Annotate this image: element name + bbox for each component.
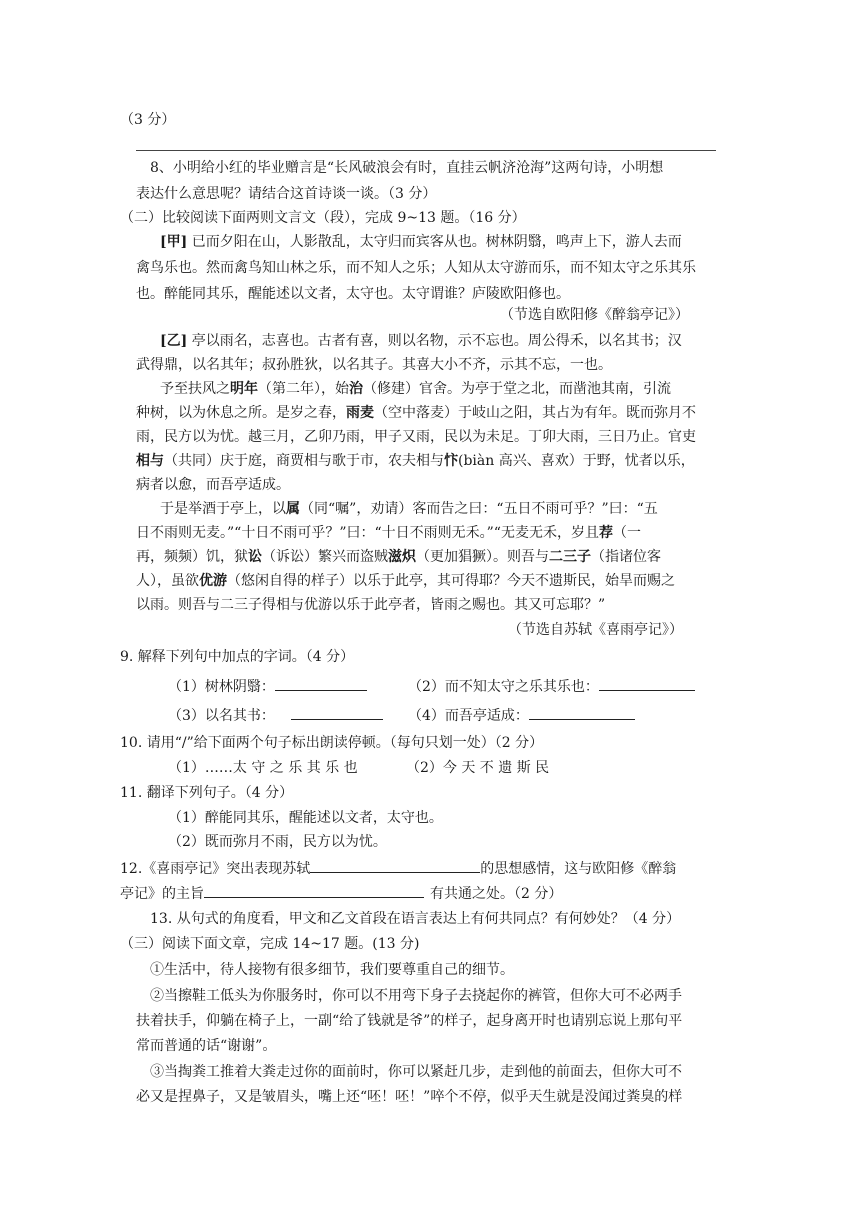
score-note: （3 分） — [120, 112, 176, 128]
paragraph-3-line-1: ③当掏粪工推着大粪走过你的面前时，你可以紧赶几步，走到他的前面去，但你大可不 — [150, 1064, 682, 1080]
question-9-item-2: （2）而不知太守之乐其乐也： — [408, 676, 695, 697]
passage-yi-line-2: 武得鼎，以名其年；叔孙胜狄，以名其子。其喜大小不齐，示其不忘，一也。 — [136, 357, 612, 373]
passage-yi-line-4: 种树，以为休息之所。是岁之春，雨麦（空中落麦）于岐山之阳，其占为有年。既而弥月不 — [136, 405, 696, 421]
paragraph-2-line-1: ②当擦鞋工低头为你服务时，你可以不用弯下身子去挠起你的裤管，但你大可不必两手 — [150, 988, 682, 1004]
passage-yi-line-8: 于是举酒于亭上，以属（同“嘱”，劝请）客而告之曰：“五日不雨可乎？”曰：“五 — [160, 501, 658, 517]
passage-jia-line-1: [甲] 已而夕阳在山，人影散乱，太守归而宾客从也。树林阴翳，鸣声上下，游人去而 — [160, 234, 682, 250]
question-9-item-4: （4）而吾亭适成： — [408, 705, 635, 726]
question-10-item-1: （1）……太 守 之 乐 其 乐 也 — [168, 760, 358, 776]
question-11-item-1: （1）醉能同其乐，醒能述以文者，太守也。 — [168, 810, 443, 826]
question-12-cont: 亭记》的主旨 有共通之处。（2 分） — [120, 883, 562, 904]
paragraph-2-line-2: 扶着扶手，仰躺在椅子上，一副“给了钱就是爷”的样子，起身离开时也请别忘说上那句平 — [136, 1013, 683, 1029]
answer-line — [136, 150, 716, 151]
passage-yi-line-6: 相与（共同）庆于庭，商贾相与歌于市，农夫相与忭(biàn 高兴、喜欢）于野，忧者以乐， — [136, 453, 695, 469]
paragraph-1: ①生活中，待人接物有很多细节，我们要尊重自己的细节。 — [150, 962, 514, 978]
passage-jia-source: （节选自欧阳修《醉翁亭记》） — [500, 307, 689, 323]
question-12: 12.《喜雨亭记》突出表现苏轼 的思想感情，这与欧阳修《醉翁 — [120, 858, 676, 879]
answer-blank[interactable] — [599, 676, 695, 691]
passage-yi-line-11: 人），虽欲优游（悠闲自得的样子）以乐于此亭，其可得耶？今天不遗斯民，始旱而赐之 — [136, 573, 675, 589]
question-11: 11. 翻译下列句子。（4 分） — [120, 785, 294, 801]
passage-yi-line-1: [乙] 亭以雨名，志喜也。古者有喜，则以名物，示不忘也。周公得禾，以名其书；汉 — [160, 333, 682, 349]
passage-yi-tag: [乙] — [160, 333, 188, 349]
answer-blank[interactable] — [291, 705, 383, 720]
question-11-item-2: （2）既而弥月不雨，民方以为忧。 — [168, 834, 387, 850]
paragraph-2-line-3: 常而普通的话“谢谢”。 — [136, 1038, 277, 1054]
answer-blank[interactable] — [310, 858, 480, 873]
passage-jia-line-2: 禽鸟乐也。然而禽鸟知山林之乐，而不知人之乐；人知从太守游而乐，而不知太守之乐其乐 — [136, 260, 696, 276]
passage-yi-line-3: 予至扶风之明年（第二年），始治（修建）官舍。为亭于堂之北，而凿池其南，引流 — [160, 381, 671, 397]
question-8: 8、小明给小红的毕业赠言是“长风破浪会有时，直挂云帆济沧海”这两句诗，小明想 — [150, 160, 664, 176]
question-9-item-1: （1）树林阴翳： — [168, 676, 367, 697]
answer-blank[interactable] — [204, 883, 424, 898]
question-10-item-2: （2）今 天 不 遗 斯 民 — [406, 760, 550, 776]
section-3-heading: （三）阅读下面文章，完成 14~17 题。(13 分) — [120, 936, 420, 952]
question-8-cont: 表达什么意思呢？请结合这首诗谈一谈。（3 分） — [136, 186, 437, 202]
passage-yi-line-5: 雨，民方以为忧。越三月，乙卯乃雨，甲子又雨，民以为未足。丁卯大雨，三日乃止。官吏 — [136, 429, 696, 445]
question-10: 10. 请用“/”给下面两个句子标出朗读停顿。（每句只划一处）（2 分） — [120, 735, 544, 751]
passage-yi-source: （节选自苏轼《喜雨亭记》） — [508, 622, 683, 638]
question-9: 9. 解释下列句中加点的字词。（4 分） — [120, 649, 355, 665]
passage-jia-line-3: 也。醉能同其乐，醒能述以文者，太守也。太守谓谁？庐陵欧阳修也。 — [136, 286, 570, 302]
passage-yi-line-7: 病者以愈，而吾亭适成。 — [136, 477, 290, 493]
passage-yi-line-10: 再，频频）饥，狱讼（诉讼）繁兴而盗贼滋炽（更加猖獗）。则吾与二三子（指诸位客 — [136, 549, 661, 565]
paragraph-3-line-2: 必又是捏鼻子，又是皱眉头，嘴上还“呸！呸！”啐个不停，似乎天生就是没闻过粪臭的样 — [136, 1089, 683, 1105]
question-13: 13. 从句式的角度看，甲文和乙文首段在语言表达上有何共同点？有何妙处？（4 分） — [150, 911, 681, 927]
question-9-item-3: （3）以名其书： — [168, 705, 383, 726]
section-2-heading: （二）比较阅读下面两则文言文（段），完成 9~13 题。（16 分） — [120, 210, 526, 226]
passage-yi-line-12: 以雨。则吾与二三子得相与优游以乐于此亭者，皆雨之赐也。其又可忘耶？” — [136, 597, 606, 613]
answer-blank[interactable] — [275, 676, 367, 691]
passage-jia-tag: [甲] — [160, 234, 188, 250]
passage-yi-line-9: 日不雨则无麦。”“十日不雨可乎？”曰：“十日不雨则无禾。”“无麦无禾，岁且荐（一 — [136, 525, 641, 541]
answer-blank[interactable] — [529, 705, 635, 720]
